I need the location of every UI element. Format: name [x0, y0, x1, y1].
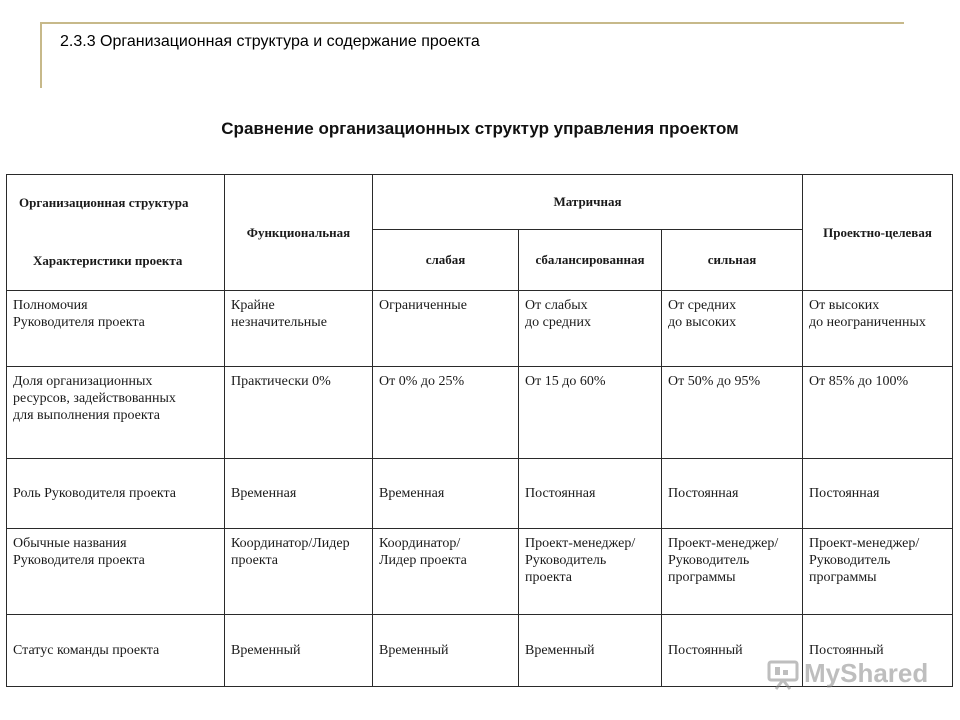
table-row: [7, 367, 953, 459]
row-label-team-status: Статус команды проекта: [13, 643, 160, 658]
cell-team-strong: Постоянный: [668, 643, 743, 658]
cell-role-functional: Временная: [231, 486, 297, 501]
cell-role-strong: Постоянная: [668, 486, 739, 501]
watermark: [766, 656, 928, 690]
comparison-table: [6, 174, 953, 687]
cell-titles-strong: Проект-менеджер/ Руководитель программы: [668, 536, 779, 585]
cell-titles-project: Проект-менеджер/ Руководитель программы: [809, 536, 920, 585]
cell-role-weak: Временная: [379, 486, 445, 501]
cell-resources-project: От 85% до 100%: [809, 374, 909, 389]
header-strong: сильная: [662, 230, 803, 291]
cell-resources-strong: От 50% до 95%: [668, 374, 761, 389]
watermark-text: MyShared: [804, 657, 929, 688]
cell-team-balanced: Временный: [525, 643, 595, 658]
header-balanced: сбалансированная: [519, 230, 662, 291]
corner-header-structure: Организационная структура: [19, 195, 189, 210]
cell-titles-balanced: Проект-менеджер/ Руководитель проекта: [525, 536, 636, 585]
cell-resources-balanced: От 15 до 60%: [525, 374, 606, 389]
row-label-role: Роль Руководителя проекта: [13, 486, 176, 501]
header-row: [7, 175, 953, 230]
header-project: Проектно-целевая: [803, 175, 953, 291]
cell-authority-functional: Крайне незначительные: [231, 298, 327, 330]
row-label-authority: Полномочия Руководителя проекта: [13, 298, 145, 330]
table-row: [7, 529, 953, 615]
cell-role-balanced: Постоянная: [525, 486, 596, 501]
cell-titles-functional: Координатор/Лидер проекта: [231, 536, 350, 568]
row-label-titles: Обычные названия Руководителя проекта: [13, 536, 145, 568]
cell-authority-balanced: От слабых до средних: [525, 298, 591, 330]
presentation-board-icon: [766, 656, 800, 690]
cell-resources-weak: От 0% до 25%: [379, 374, 465, 389]
cell-role-project: Постоянная: [809, 486, 880, 501]
cell-authority-project: От высоких до неограниченных: [809, 298, 926, 330]
corner-header-characteristics: Характеристики проекта: [33, 253, 183, 268]
cell-team-weak: Временный: [379, 643, 449, 658]
cell-titles-weak: Координатор/ Лидер проекта: [379, 536, 467, 568]
cell-authority-strong: От средних до высоких: [668, 298, 737, 330]
cell-team-project: Постоянный: [809, 643, 884, 658]
title-side-rule: [40, 22, 42, 88]
slide-title: 2.3.3 Организационная структура и содержание проекта: [60, 33, 480, 50]
header-weak: слабая: [373, 230, 519, 291]
header-matrix: Матричная: [373, 175, 803, 230]
cell-team-functional: Временный: [231, 643, 301, 658]
cell-resources-functional: Практически 0%: [231, 374, 331, 389]
table-caption: Сравнение организационных структур управления проектом: [221, 119, 739, 138]
header-functional: Функциональная: [225, 175, 373, 291]
table-row: [7, 459, 953, 529]
row-label-resources: Доля организационных ресурсов, задействованных для выполнения проекта: [13, 374, 176, 423]
cell-authority-weak: Ограниченные: [379, 298, 467, 313]
title-top-rule: [40, 22, 904, 24]
corner-header-cell: [7, 175, 225, 291]
table-row: [7, 291, 953, 367]
